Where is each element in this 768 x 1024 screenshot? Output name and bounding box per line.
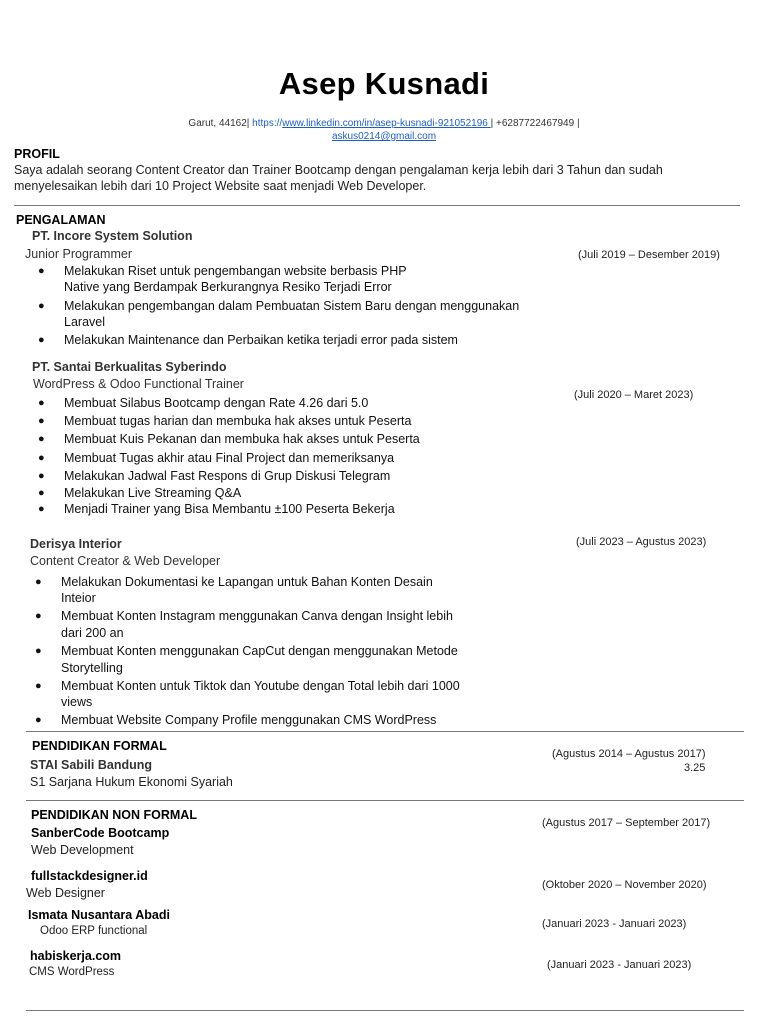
job-date: (Juli 2023 – Agustus 2023) — [576, 536, 707, 548]
job-company: PT. Santai Berkualitas Syberindo — [32, 360, 227, 374]
contact-phone: | +6287722467949 | — [490, 118, 580, 129]
bullet-icon: ● — [35, 714, 42, 726]
job-role: WordPress & Odoo Functional Trainer — [33, 377, 244, 391]
divider — [26, 731, 744, 732]
profil-text-line1: Saya adalah seorang Content Creator dan Trainer Bootcamp dengan pengalaman kerja lebih dari 3 Tahun dan sudah — [14, 163, 663, 177]
profil-heading: PROFIL — [14, 147, 60, 161]
job-company: PT. Incore System Solution — [32, 229, 193, 243]
linkedin-scheme[interactable]: https:// — [252, 118, 283, 129]
contact-address: Garut, 44162| — [188, 118, 253, 129]
course-sub: Web Designer — [26, 886, 105, 900]
course-sub: Odoo ERP functional — [40, 925, 148, 937]
course-date: (Januari 2023 - Januari 2023) — [542, 918, 687, 930]
pengalaman-heading: PENGALAMAN — [16, 213, 106, 227]
job-date: (Juli 2019 – Desember 2019) — [578, 249, 720, 261]
job-role: Junior Programmer — [25, 247, 132, 261]
formal-heading: PENDIDIKAN FORMAL — [32, 739, 167, 753]
course-sub: Web Development — [31, 843, 134, 857]
email-link[interactable]: askus0214@gmail.com — [331, 131, 437, 142]
bullet-icon: ● — [35, 680, 42, 692]
bullet-icon: ● — [38, 415, 45, 427]
bullet-icon: ● — [38, 334, 45, 346]
job-role: Content Creator & Web Developer — [30, 554, 221, 568]
course-date: (Januari 2023 - Januari 2023) — [547, 959, 692, 971]
bullet-icon: ● — [38, 487, 45, 499]
linkedin-link[interactable]: www.linkedin.com/in/asep-kusnadi-921052196 — [282, 118, 491, 129]
formal-gpa: 3.25 — [684, 762, 706, 774]
bullet-icon: ● — [35, 610, 42, 622]
formal-date: (Agustus 2014 – Agustus 2017) — [552, 748, 706, 760]
bullet-icon: ● — [38, 470, 45, 482]
bullet-icon: ● — [38, 433, 45, 445]
profil-text-line2: menyelesaikan lebih dari 10 Project Website saat menjadi Web Developer. — [14, 179, 427, 193]
nonformal-heading: PENDIDIKAN NON FORMAL — [31, 808, 197, 822]
divider — [26, 1010, 744, 1011]
bullet-icon: ● — [35, 645, 42, 657]
divider — [26, 800, 744, 801]
bullet-icon: ● — [38, 265, 45, 277]
email-line — [0, 131, 768, 142]
divider — [14, 205, 740, 206]
course-name: habiskerja.com — [30, 949, 122, 963]
course-date: (Oktober 2020 – November 2020) — [542, 879, 707, 891]
bullet-icon: ● — [38, 452, 45, 464]
job-date: (Juli 2020 – Maret 2023) — [574, 389, 694, 401]
bullet-icon: ● — [35, 576, 42, 588]
course-name: Ismata Nusantara Abadi — [28, 908, 170, 922]
person-name: Asep Kusnadi — [278, 66, 490, 101]
bullet-icon: ● — [38, 300, 45, 312]
course-name: fullstackdesigner.id — [31, 869, 148, 883]
course-date: (Agustus 2017 – September 2017) — [542, 817, 711, 829]
course-name: SanberCode Bootcamp — [31, 826, 170, 840]
bullet-icon: ● — [38, 503, 45, 515]
course-sub: CMS WordPress — [29, 966, 115, 978]
job-company: Derisya Interior — [30, 537, 122, 551]
formal-degree: S1 Sarjana Hukum Ekonomi Syariah — [30, 775, 233, 789]
bullet-icon: ● — [38, 397, 45, 409]
formal-school: STAI Sabili Bandung — [30, 758, 152, 772]
contact-line — [0, 118, 768, 129]
